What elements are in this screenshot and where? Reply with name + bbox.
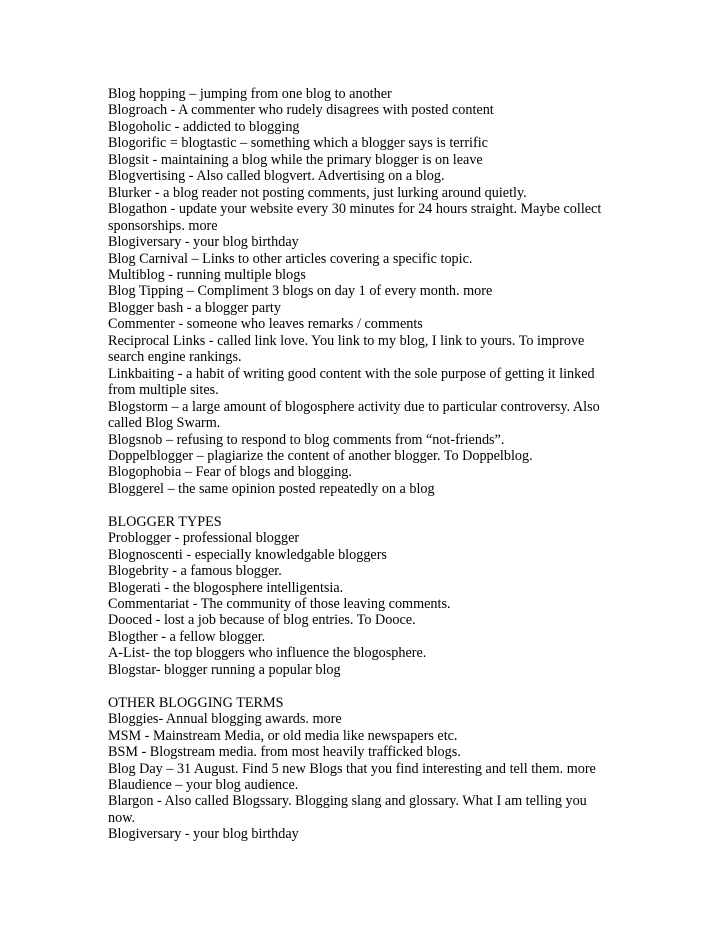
glossary-line: Blogsit - maintaining a blog while the primary blogger is on leave (108, 151, 483, 168)
glossary-line: Commentariat - The community of those leaving comments. (108, 596, 451, 613)
glossary-line: Blogiversary - your blog birthday (108, 234, 299, 251)
document-page (108, 86, 608, 843)
glossary-line: Problogger - professional blogger (108, 530, 300, 547)
glossary-line: Blogroach - A commenter who rudely disagrees with posted content (108, 102, 494, 119)
glossary-line: Blogophobia – Fear of blogs and blogging. (108, 464, 352, 481)
glossary-line: Blogorific = blogtastic – something which a blogger says is terrific (108, 135, 488, 152)
glossary-line: Linkbaiting - a habit of writing good content with the sole purpose of getting it linked (108, 365, 595, 382)
glossary-line: Blogerati - the blogosphere intelligentsia. (108, 579, 344, 596)
section-spacer (108, 678, 608, 694)
glossary-line: now. (108, 809, 136, 826)
glossary-line: Blogvertising - Also called blogvert. Advertising on a blog. (108, 168, 445, 185)
glossary-line: Commenter - someone who leaves remarks / comments (108, 316, 423, 333)
glossary-line: Bloggerel – the same opinion posted repeatedly on a blog (108, 480, 435, 497)
glossary-section (108, 695, 608, 843)
glossary-line: Blogoholic - addicted to blogging (108, 118, 300, 135)
glossary-line: BSM - Blogstream media. from most heavily trafficked blogs. (108, 744, 461, 761)
glossary-line: Multiblog - running multiple blogs (108, 266, 306, 283)
glossary-line: Blogstar- blogger running a popular blog (108, 661, 341, 678)
glossary-line: MSM - Mainstream Media, or old media like newspapers etc. (108, 727, 458, 744)
glossary-line: Blaudience – your blog audience. (108, 777, 299, 793)
glossary-line: Blogstorm – a large amount of blogosphere activity due to particular controversy. Also (108, 398, 600, 415)
glossary-line: Blogger bash - a blogger party (108, 299, 281, 316)
glossary-line: sponsorships. more (108, 217, 218, 234)
glossary-line: search engine rankings. (108, 349, 242, 366)
glossary-line: Reciprocal Links - called link love. You link to my blog, I link to yours. To improve (108, 332, 585, 349)
glossary-line: Bloggies- Annual blogging awards. more (108, 711, 342, 728)
glossary-line: Blogther - a fellow blogger. (108, 628, 266, 645)
glossary-line: Blog Day – 31 August. Find 5 new Blogs that you find interesting and tell them. more (108, 760, 596, 777)
glossary-line: A-List- the top bloggers who influence the blogosphere. (108, 645, 427, 662)
glossary-line: Blogiversary - your blog birthday (108, 826, 299, 843)
section-heading: OTHER BLOGGING TERMS (108, 694, 284, 711)
glossary-line: Blognoscenti - especially knowledgable bloggers (108, 546, 387, 563)
glossary-line: Dooced - lost a job because of blog entries. To Dooce. (108, 612, 416, 629)
glossary-line: from multiple sites. (108, 382, 219, 399)
glossary-line: Doppelblogger – plagiarize the content of another blogger. To Doppelblog. (108, 447, 533, 464)
glossary-line: Blurker - a blog reader not posting comments, just lurking around quietly. (108, 184, 527, 201)
section-spacer (108, 497, 608, 513)
glossary-line: Blog hopping – jumping from one blog to another (108, 86, 392, 102)
glossary-line: Blogsnob – refusing to respond to blog comments from “not-friends”. (108, 431, 505, 448)
glossary-section (108, 86, 608, 497)
glossary-line: Blog Tipping – Compliment 3 blogs on day 1 of every month. more (108, 283, 493, 300)
glossary-line: Blogathon - update your website every 30 minutes for 24 hours straight. Maybe collect (108, 201, 602, 218)
glossary-line: Blargon - Also called Blogssary. Blogging slang and glossary. What I am telling you (108, 793, 587, 810)
glossary-line: Blog Carnival – Links to other articles covering a specific topic. (108, 250, 473, 267)
glossary-line: Blogebrity - a famous blogger. (108, 563, 282, 580)
section-heading: BLOGGER TYPES (108, 513, 222, 530)
glossary-line: called Blog Swarm. (108, 415, 221, 432)
glossary-section (108, 514, 608, 679)
